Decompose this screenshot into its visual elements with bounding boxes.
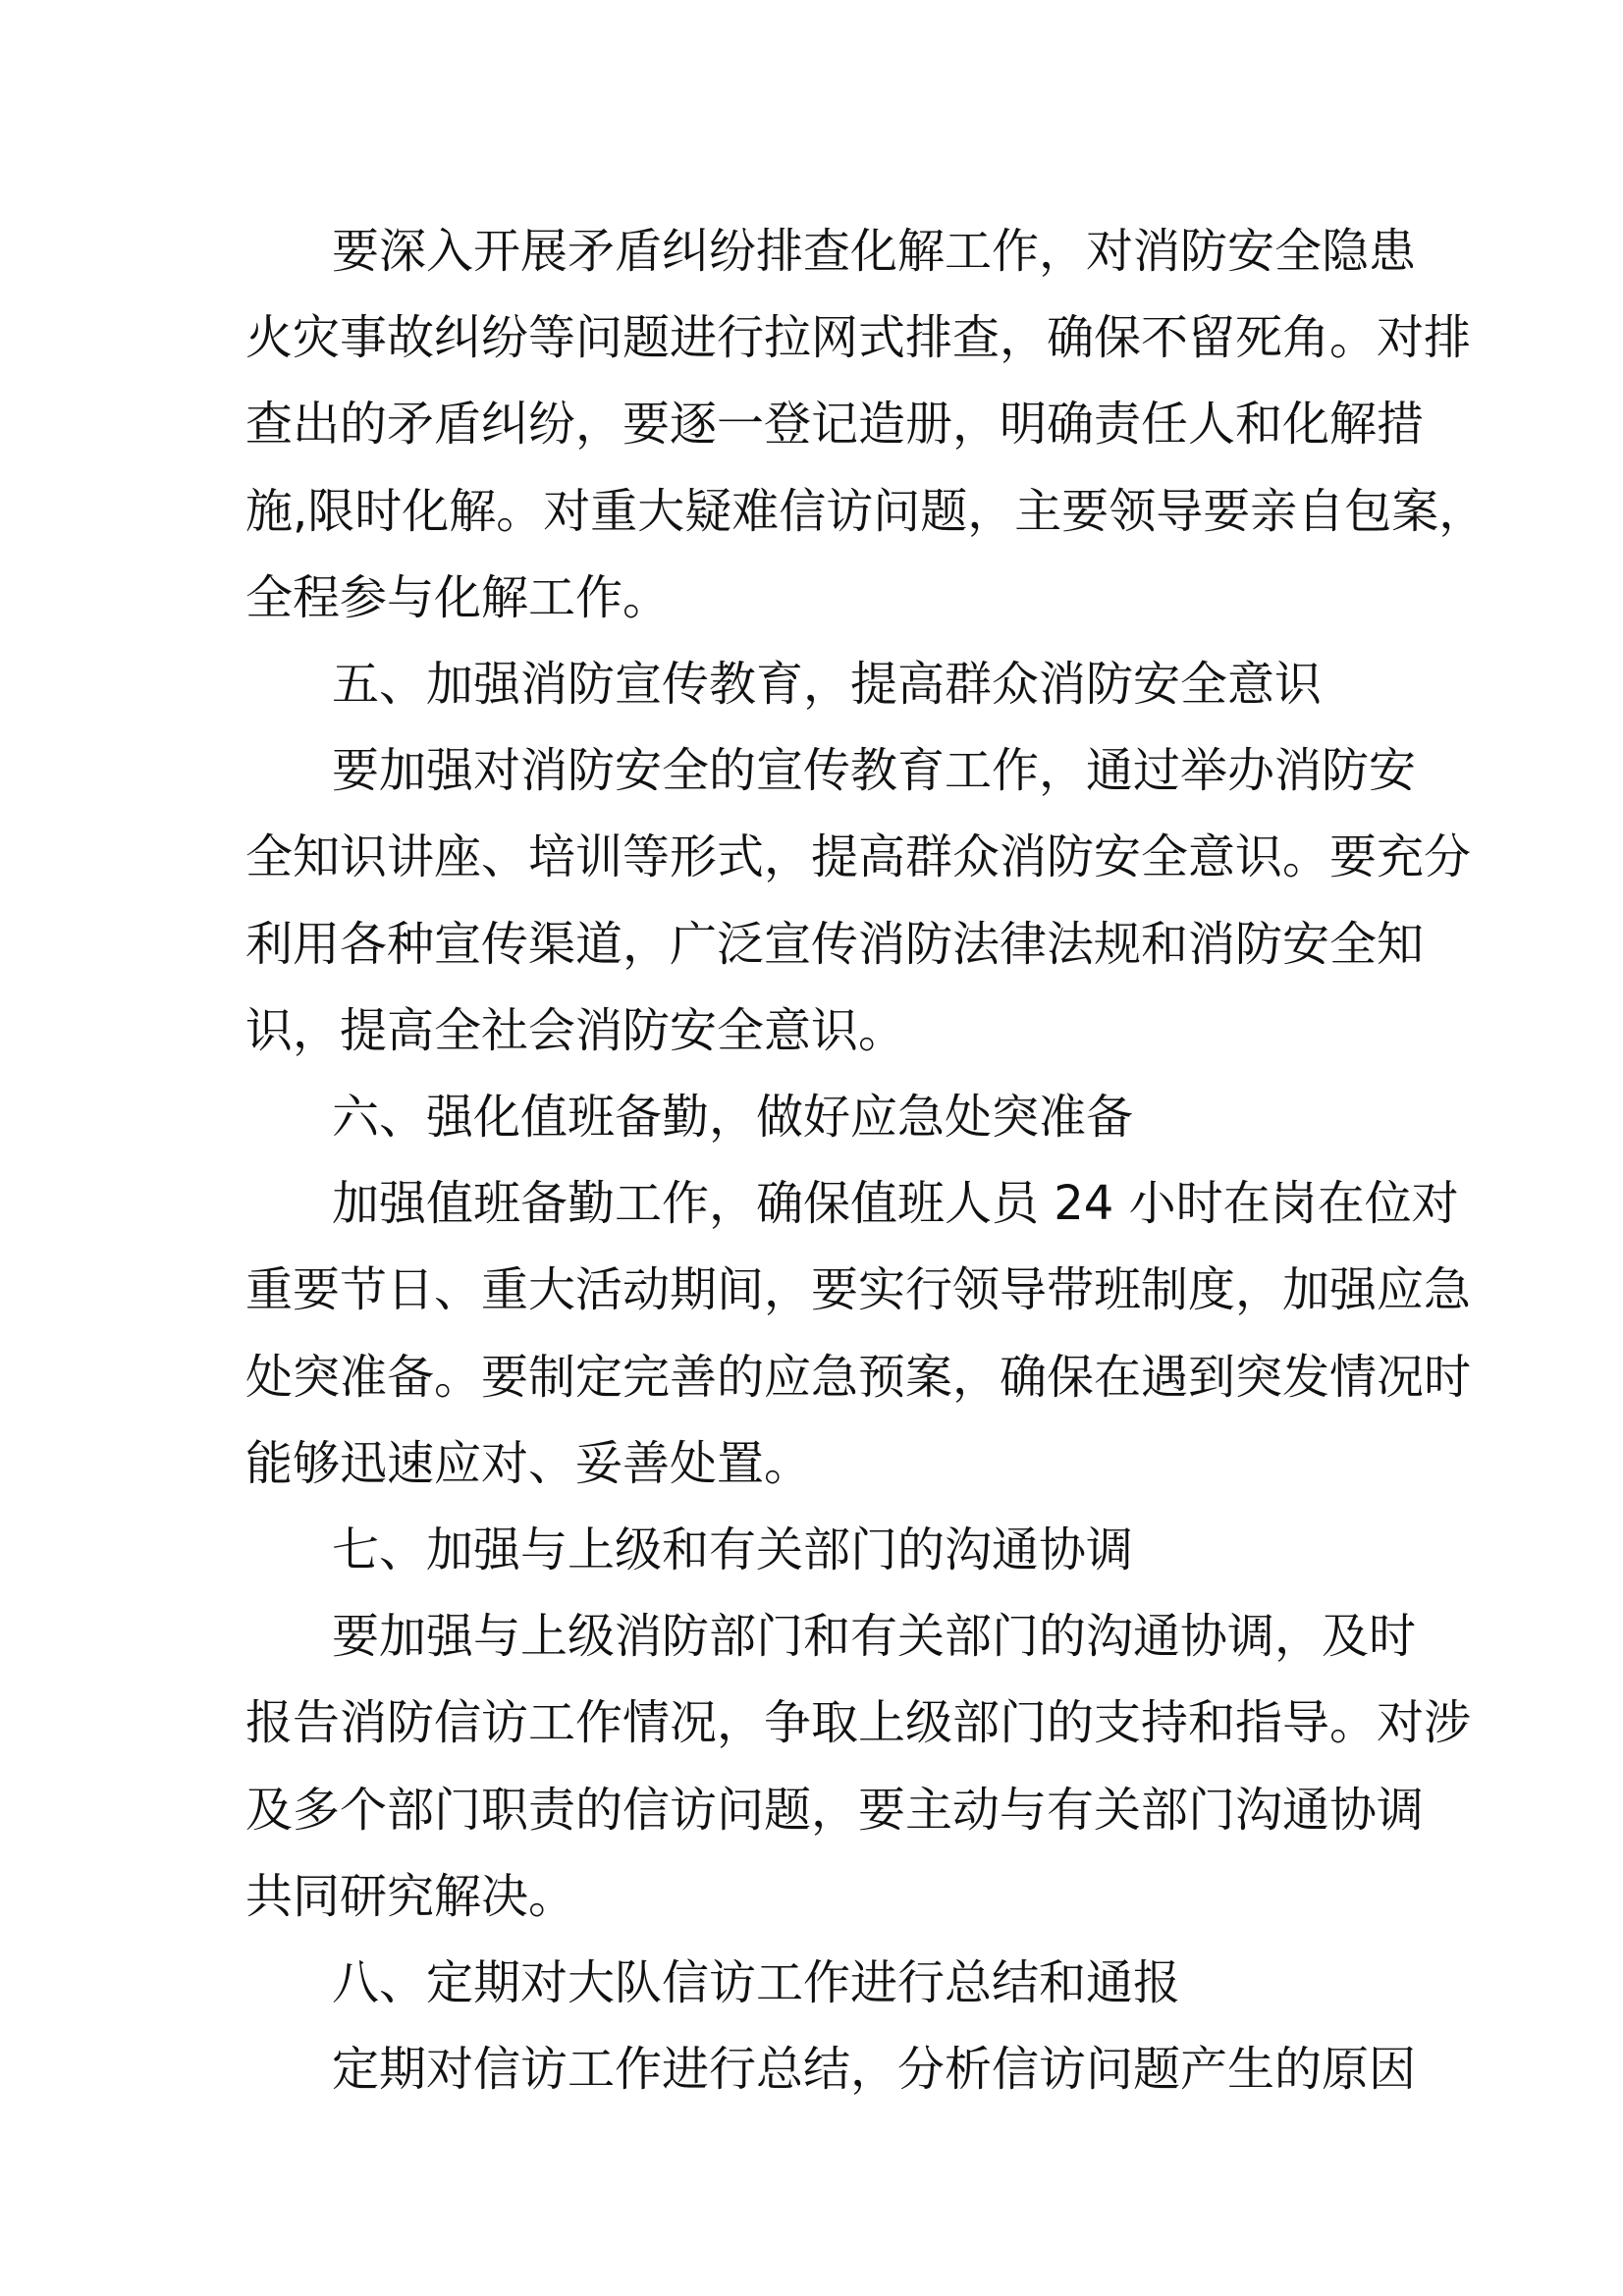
paragraph-line: 处突准备。要制定完善的应急预案，确保在遇到突发情况时: [245, 1350, 1472, 1405]
paragraph-line: 定期对信访工作进行总结，分析信访问题产生的原因: [332, 2042, 1417, 2097]
paragraph-line: 查出的矛盾纠纷，要逐一登记造册，明确责任人和化解措: [245, 397, 1425, 452]
paragraph-line: 要深入开展矛盾纠纷排查化解工作，对消防安全隐患: [332, 224, 1417, 279]
paragraph-line: 要加强与上级消防部门和有关部门的沟通协调，及时: [332, 1609, 1417, 1664]
paragraph-line: 全知识讲座、培训等形式，提高群众消防安全意识。要充分: [245, 829, 1472, 884]
section-heading: 六、强化值班备勤，做好应急处突准备: [332, 1090, 1134, 1145]
paragraph-line: 全程参与化解工作。: [245, 570, 671, 625]
section-heading: 七、加强与上级和有关部门的沟通协调: [332, 1522, 1134, 1577]
paragraph-line: 利用各种宣传渠道，广泛宣传消防法律法规和消防安全知: [245, 917, 1425, 972]
paragraph-line: 报告消防信访工作情况，争取上级部门的支持和指导。对涉: [245, 1695, 1472, 1750]
section-heading: 八、定期对大队信访工作进行总结和通报: [332, 1955, 1181, 2010]
paragraph-line: 要加强对消防安全的宣传教育工作，通过举办消防安: [332, 743, 1417, 798]
paragraph-line: 加强值班备勤工作，确保值班人员 24 小时在岗在位对: [332, 1176, 1459, 1231]
section-heading: 五、加强消防宣传教育，提高群众消防安全意识: [332, 657, 1323, 712]
paragraph-line: 识，提高全社会消防安全意识。: [245, 1003, 906, 1058]
paragraph-line: 火灾事故纠纷等问题进行拉网式排查，确保不留死角。对排: [245, 310, 1472, 365]
paragraph-line: 及多个部门职责的信访问题，要主动与有关部门沟通协调: [245, 1783, 1425, 1838]
paragraph-line: 能够迅速应对、妥善处置。: [245, 1436, 812, 1491]
paragraph-line: 重要节日、重大活动期间，要实行领导带班制度，加强应急: [245, 1262, 1472, 1317]
paragraph-line: 施,限时化解。对重大疑难信访问题，主要领导要亲自包案，: [245, 484, 1487, 539]
paragraph-line: 共同研究解决。: [245, 1869, 576, 1924]
